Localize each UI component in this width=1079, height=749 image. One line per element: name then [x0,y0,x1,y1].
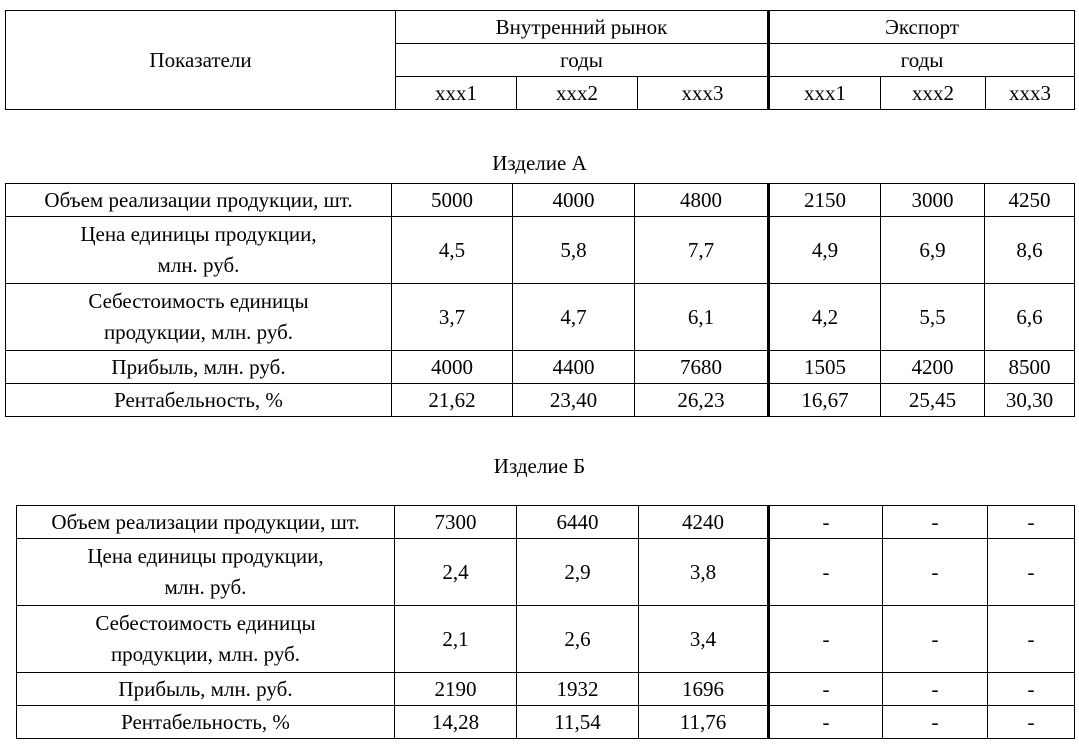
table-row [6,384,1075,417]
cell: - [769,606,883,673]
cell: 4400 [513,351,635,384]
cell: - [988,506,1075,539]
table-row [17,706,1075,739]
cell: - [988,706,1075,739]
cell: 4000 [392,351,513,384]
cell: 4,5 [392,217,513,284]
cell: 4,9 [769,217,881,284]
cell: 7300 [395,506,517,539]
export-header: Экспорт [769,11,1075,44]
table-row [17,606,1075,673]
cell: 8,6 [985,217,1075,284]
row-label: Прибыль, млн. руб. [6,351,392,384]
table-row [6,351,1075,384]
cell: 1932 [517,673,639,706]
row-label: Прибыль, млн. руб. [17,673,395,706]
cell: - [883,606,988,673]
cell: 6440 [517,506,639,539]
cell: - [769,706,883,739]
cell: - [988,606,1075,673]
export-year-2: xxx2 [881,77,986,110]
cell: 3,7 [392,284,513,351]
product-a-title: Изделие А [492,151,587,175]
cell: - [883,506,988,539]
cell: 1505 [769,351,881,384]
export-year-3: xxx3 [986,77,1075,110]
cell: - [988,673,1075,706]
cell: 7680 [635,351,769,384]
cell: 2,9 [517,539,639,606]
domestic-years-label: годы [396,44,769,77]
cell: 30,30 [985,384,1075,417]
export-years-label: годы [769,44,1075,77]
table-row [17,506,1075,539]
cell: 2,1 [395,606,517,673]
cell: 21,62 [392,384,513,417]
product-a-table [5,183,1075,417]
cell: 6,6 [985,284,1075,351]
cell: - [988,539,1075,606]
table-row [6,217,1075,284]
row-label: Рентабельность, % [6,384,392,417]
cell: 16,67 [769,384,881,417]
cell: 3000 [881,184,985,217]
cell: 5,5 [881,284,985,351]
domestic-year-3: xxx3 [638,77,769,110]
cell: 11,54 [517,706,639,739]
table-row [17,673,1075,706]
cell: - [883,706,988,739]
cell: 25,45 [881,384,985,417]
row-label: Рентабельность, % [17,706,395,739]
cell: 4200 [881,351,985,384]
row-label: Объем реализации продукции, шт. [17,506,395,539]
cell: 3,4 [639,606,769,673]
cell: 6,9 [881,217,985,284]
table-row [17,539,1075,606]
cell: 2,4 [395,539,517,606]
table-row [6,184,1075,217]
cell: 26,23 [635,384,769,417]
cell: 1696 [639,673,769,706]
header-table [5,10,1075,110]
domestic-market-header: Внутренний рынок [396,11,769,44]
cell: - [883,673,988,706]
cell: 4000 [513,184,635,217]
domestic-year-1: xxx1 [396,77,517,110]
row-label: Себестоимость единицы продукции, млн. руб. [17,606,395,673]
product-b-table [16,505,1075,739]
row-label: Объем реализации продукции, шт. [6,184,392,217]
cell: 8500 [985,351,1075,384]
table-row [6,284,1075,351]
export-year-1: xxx1 [769,77,881,110]
cell: - [769,506,883,539]
cell: 4250 [985,184,1075,217]
cell: 5,8 [513,217,635,284]
cell: 11,76 [639,706,769,739]
cell: 6,1 [635,284,769,351]
row-label: Себестоимость единицы продукции, млн. руб. [6,284,392,351]
domestic-year-2: xxx2 [517,77,638,110]
cell: 4800 [635,184,769,217]
cell: 5000 [392,184,513,217]
cell: 2190 [395,673,517,706]
product-b-title: Изделие Б [493,454,586,478]
cell: 4240 [639,506,769,539]
cell: - [883,539,988,606]
cell: 4,7 [513,284,635,351]
cell: 7,7 [635,217,769,284]
cell: 4,2 [769,284,881,351]
cell: 23,40 [513,384,635,417]
cell: 3,8 [639,539,769,606]
row-label: Цена единицы продукции, млн. руб. [17,539,395,606]
cell: 2,6 [517,606,639,673]
cell: 2150 [769,184,881,217]
cell: 14,28 [395,706,517,739]
cell: - [769,673,883,706]
cell: - [769,539,883,606]
indicators-header: Показатели [6,11,396,110]
row-label: Цена единицы продукции, млн. руб. [6,217,392,284]
